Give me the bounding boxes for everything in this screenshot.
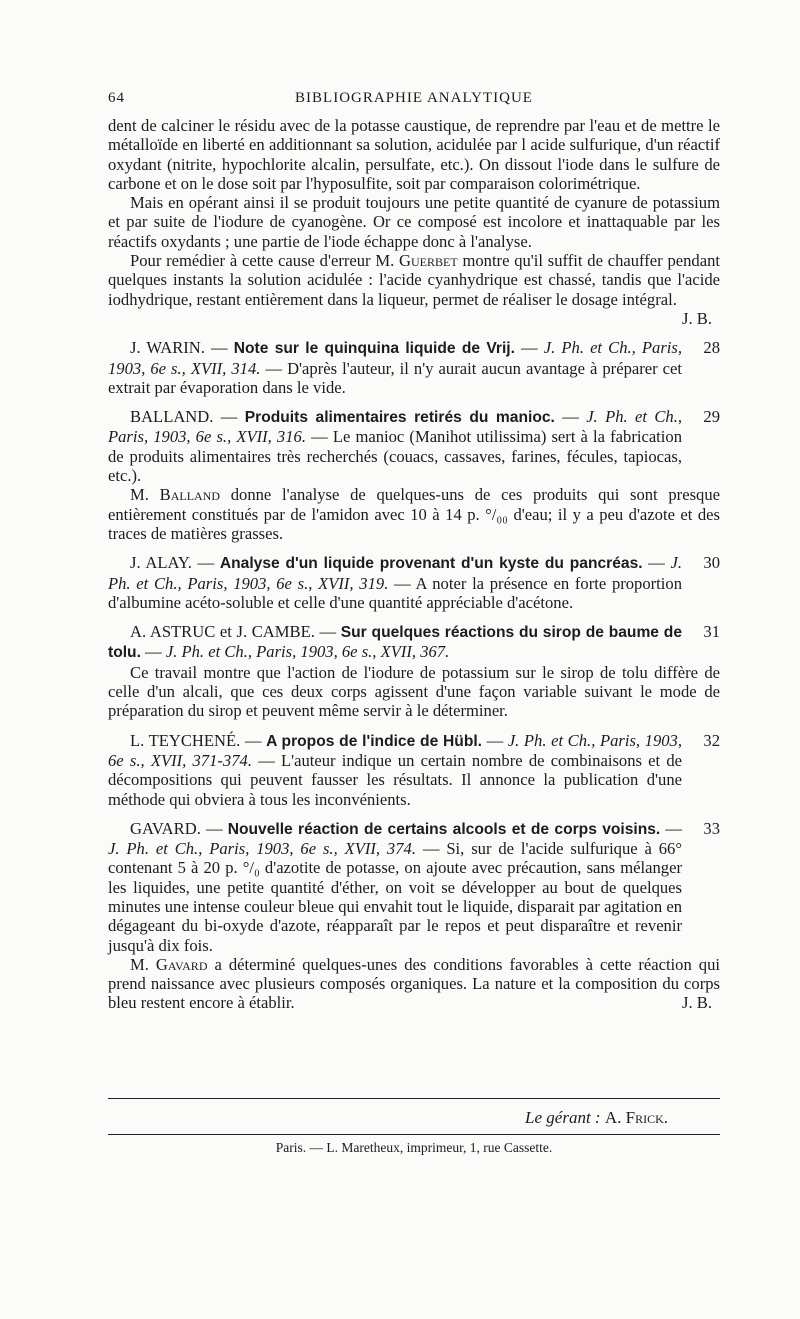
entry-title: Sur quelques réactions du sirop de baume de tolu. (108, 624, 682, 662)
entry-title: Analyse d'un liquide provenant d'un kyste du pancréas. (219, 555, 643, 573)
manager-name: A. Frick. (604, 1108, 668, 1127)
manager-label: Le gérant : (525, 1108, 605, 1127)
entry-extra-paragraph (108, 955, 720, 1013)
article-body (108, 116, 720, 1013)
entry-number: 28 (703, 338, 720, 358)
entry-number: 29 (703, 407, 720, 427)
entry-author: A. ASTRUC et J. CAMBE. (130, 622, 315, 642)
entry-number: 30 (703, 553, 720, 573)
entry-author: L. TEYCHENÉ. (130, 730, 241, 750)
entry-summary: L'auteur indique un certain nombre de combinaisons et de décompositions qui peuvent fausser les résultats. Il annonce la publication d'une méthode qui obviera à tous les inconvénients. (108, 750, 683, 809)
entry-extra-start: M. (130, 485, 160, 505)
bibliography-entry (108, 622, 720, 720)
entry-title: Nouvelle réaction de certains alcools et de corps voisins. (227, 820, 661, 838)
entry-title: Note sur le quinquina liquide de Vrij. (233, 340, 515, 358)
entry-author: GAVARD. (130, 818, 201, 838)
entry-extra-paragraph: Ce travail montre que l'action de l'iodure de potassium sur le sirop de tolu diffère de celle d'un alcali, que ces deux corps agissent d'une façon variable suivant le mode de préparation du sirop et peuvent même servir à le déterminer. (108, 662, 720, 721)
author-name: Guerbet (399, 251, 458, 271)
entry-citation: J. Ph. et Ch., Paris, 1903, 6e s., XVII, 371-374. (108, 730, 682, 770)
entry-number: 33 (703, 818, 720, 838)
running-header (108, 90, 720, 114)
footer-rule-bottom (108, 1134, 720, 1135)
bibliography-entry (108, 731, 720, 809)
entry-extra-rest: a déterminé quelques-unes des conditions favorables à cette réaction qui prend naissance avec plusieurs composés organiques. La nature et la composition du corps bleu restent encore à établir. (108, 954, 720, 1013)
signature: J. B. (682, 308, 712, 328)
author-name: Gavard (155, 954, 208, 974)
bibliography-entry (108, 407, 720, 543)
entry-number: 32 (703, 730, 720, 750)
entry-summary: Le manioc (Manihot utilissima) sert à la fabrication de produits alimentaires très recherchés (couacs, cassaves, farines, fécules, tapiocas, etc.). (108, 427, 683, 486)
entry-citation: J. Ph. et Ch., Paris, 1903, 6e s., XVII, 319. (108, 553, 683, 593)
entry-text: GAVARD. — Nouvelle réaction de certains alcools et de corps voisins. — J. Ph. et Ch., Paris, 1903, 6e s., XVII, 374. — Si, sur de l'acide sulfurique à 66° contenant 5 à 20 p. °/₀ d'azotite de potasse, on ajoute avec précaution, sans mélanger les liquides, une petite quantité d'éther, on voit se développer au bout de quelques minutes une intense couleur bleue qui envahit tout le liquide, disparait par agitation en dégageant du bi-oxyde d'azote, réapparaît par le repos et peut disparaître et revenir jusqu'à dix fois. (108, 818, 683, 955)
entry-extra-paragraph (108, 485, 720, 543)
entry-citation: J. Ph. et Ch., Paris, 1903, 6e s., XVII, 367. (165, 642, 450, 662)
entry-citation: J. Ph. et Ch., Paris, 1903, 6e s., XVII, 374. (108, 839, 416, 859)
signature: J. B. (682, 993, 712, 1013)
bibliography-entry (108, 819, 720, 1013)
manager-line (108, 1108, 668, 1128)
entry-citation: J. Ph. et Ch., Paris, 1903, 6e s., XVII, 314. (108, 338, 683, 378)
intro-p3-rest: montre qu'il suffit de chauffer pendant quelques instants la solution acidulée : l'acide cyanhydrique est chassé, tandis que l'acide iodhydrique, restant entièrement dans la liqueur, permet de réaliser le dosage intégral. (108, 251, 720, 309)
entry-title: Produits alimentaires retirés du manioc. (244, 409, 555, 427)
intro-paragraph-3 (108, 251, 720, 309)
running-title: BIBLIOGRAPHIE ANALYTIQUE (295, 90, 533, 106)
entry-text: J. WARIN. — Note sur le quinquina liquide de Vrij. — J. Ph. et Ch., Paris, 1903, 6e s., XVII, 314. — D'après l'auteur, il n'y aurait aucun avantage à préparer cet extrait par évaporation dans le vide. (108, 338, 683, 397)
printer-imprint: Paris. — L. Maretheux, imprimeur, 1, rue Cassette. (275, 1140, 553, 1155)
page-number: 64 (108, 90, 125, 106)
entry-summary: D'après l'auteur, il n'y aurait aucun avantage à préparer cet extrait par évaporation dans le vide. (108, 358, 683, 397)
entry-text: BALLAND. — Produits alimentaires retirés du manioc. — J. Ph. et Ch., Paris, 1903, 6e s., XVII, 316. — Le manioc (Manihot utilissima) sert à la fabrication de produits alimentaires très recherchés (couacs, cassaves, farines, fécules, tapiocas, etc.). (108, 407, 683, 486)
intro-p3-start: Pour remédier à cette cause d'erreur M. (130, 251, 400, 271)
intro-paragraph-1: dent de calciner le résidu avec de la potasse caustique, de reprendre par l'eau et de mettre le métalloïde en liberté en additionnant sa solution, acidulée par l acide sulfurique, d'un réactif oxydant (nitrite, hypochlorite alcalin, persulfate, etc.). On dissout l'iode dans le sulfure de carbone et on le dose soit par l'hyposulfite, soit par comparaison colorimétrique. (108, 116, 720, 193)
entry-author: J. WARIN. (130, 338, 205, 358)
entry-text: L. TEYCHENÉ. — A propos de l'indice de Hübl. — J. Ph. et Ch., Paris, 1903, 6e s., XVII, 371-374. — L'auteur indique un certain nombre de combinaisons et de décompositions qui peuvent fausser les résultats. Il annonce la publication d'une méthode qui obviera à tous les inconvénients. (108, 730, 683, 809)
entry-extra-start: M. (130, 954, 156, 974)
bibliography-entry (108, 338, 720, 397)
bibliography-entry (108, 553, 720, 612)
author-name: Balland (159, 485, 221, 505)
entry-extra-rest: donne l'analyse de quelques-uns de ces produits qui sont presque entièrement constitués par de l'amidon avec 10 à 14 p. °/₀₀ d'eau; il y a peu d'azote et des traces de matières grasses. (108, 485, 720, 543)
entry-summary: Si, sur de l'acide sulfurique à 66° contenant 5 à 20 p. °/₀ d'azotite de potasse, on ajoute avec précaution, sans mélanger les liquides, une petite quantité d'éther, on voit se développer au bout de quelques minutes une intense couleur bleue qui envahit tout le liquide, disparait par agitation en dégageant du bi-oxyde d'azote, réapparaît par le repos et peut disparaître et revenir jusqu'à dix fois. (108, 839, 682, 955)
entry-summary: A noter la présence en forte proportion d'albumine acéto-soluble et celle d'une quantité appréciable d'acétone. (108, 573, 682, 612)
entry-author: J. ALAY. (130, 553, 192, 573)
entry-text: J. ALAY. — Analyse d'un liquide provenant d'un kyste du pancréas. — J. Ph. et Ch., Paris, 1903, 6e s., XVII, 319. — A noter la présence en forte proportion d'albumine acéto-soluble et celle d'une quantité appréciable d'acétone. (108, 553, 683, 612)
entry-author: BALLAND. (130, 407, 214, 427)
intro-paragraph-2: Mais en opérant ainsi il se produit toujours une petite quantité de cyanure de potassium et par suite de l'iodure de cyanogène. Or ce composé est incolore et inattaquable par les réactifs oxydants ; une partie de l'iode échappe donc à l'analyse. (108, 193, 720, 251)
entry-number: 31 (703, 622, 720, 642)
entry-citation: J. Ph. et Ch., Paris, 1903, 6e s., XVII, 316. (108, 407, 683, 447)
footer-rule-top (108, 1098, 720, 1099)
entry-text: A. ASTRUC et J. CAMBE. — Sur quelques réactions du sirop de baume de tolu. — J. Ph. et Ch., Paris, 1903, 6e s., XVII, 367. (108, 622, 682, 662)
entry-title: A propos de l'indice de Hübl. (266, 732, 483, 750)
